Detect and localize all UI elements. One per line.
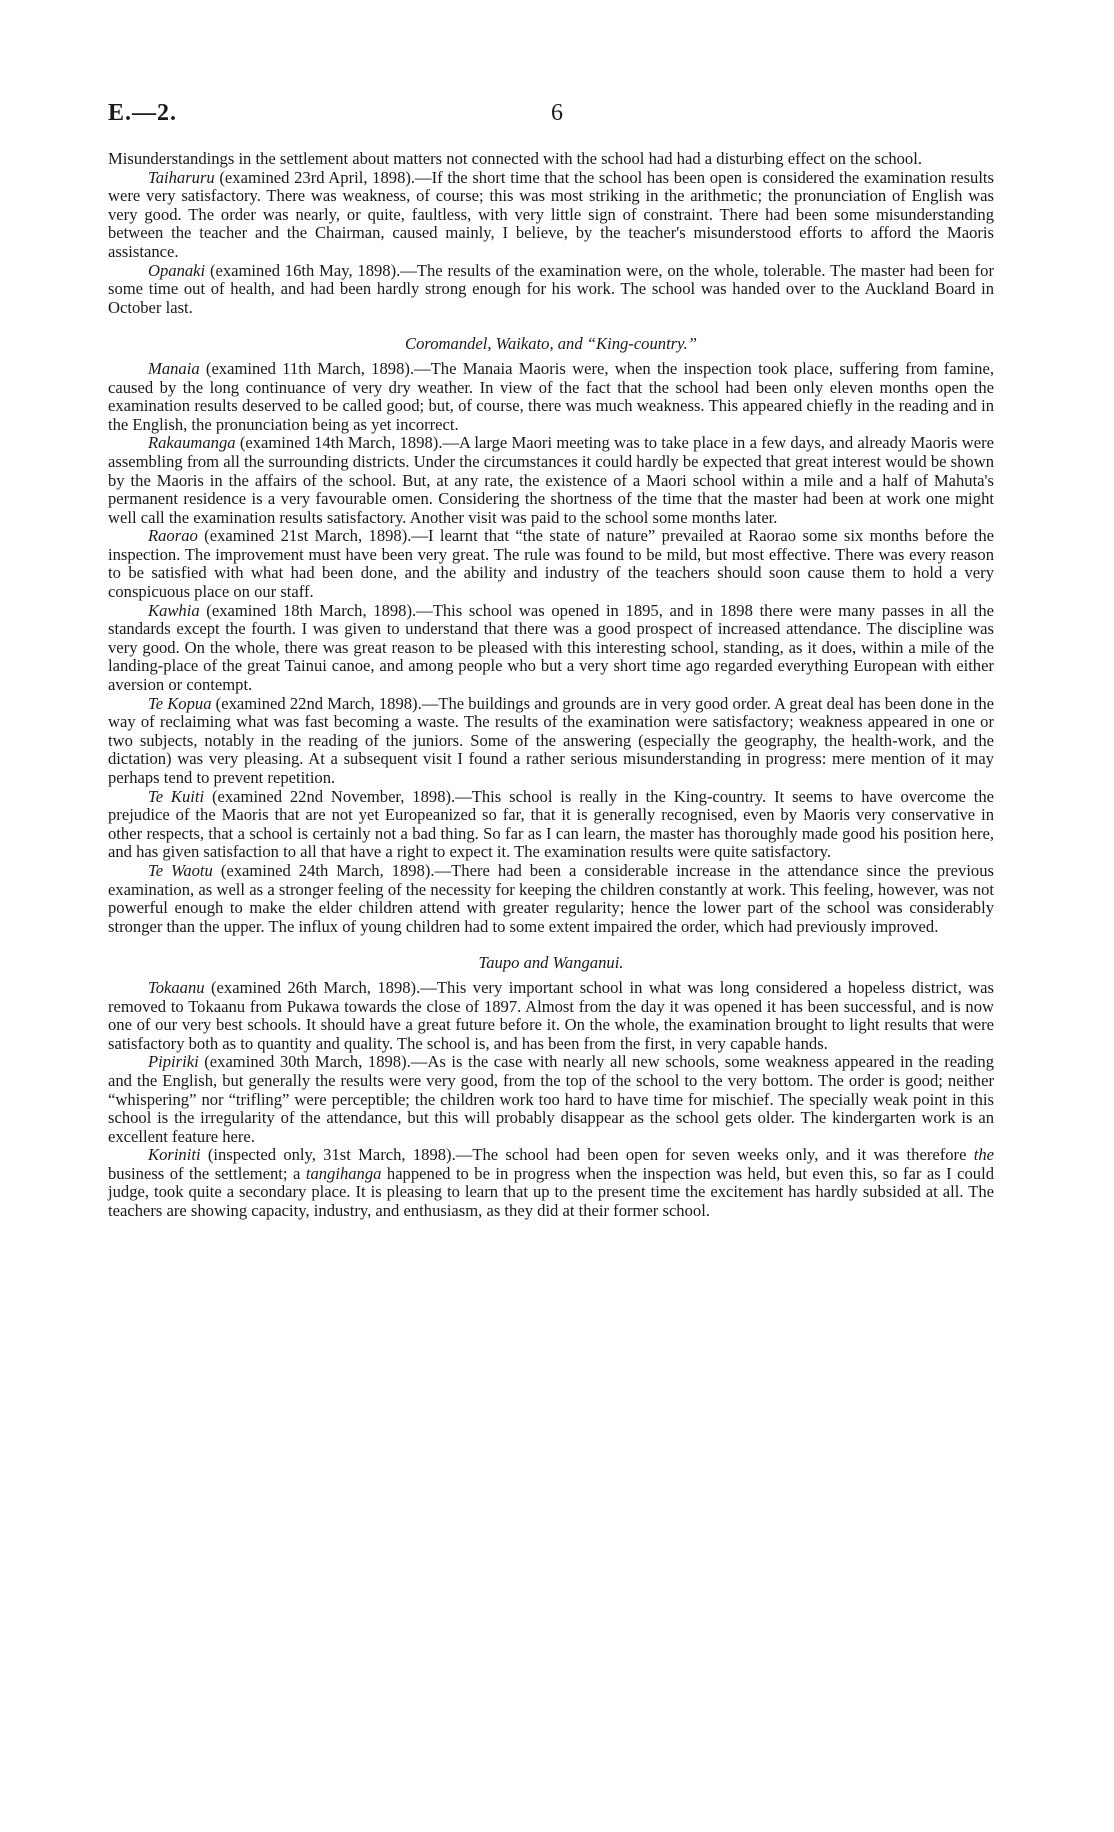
report-reference: E.—2.: [108, 100, 178, 126]
entry-text: (examined 21st March, 1898).—I learnt that “the state of nature” prevailed at Raorao some six months before the inspection. The improvement must have been very great. The rule was found to be mild, but most effective. There was every reason to be satisfied with what had been done, and the ability and industry of the teachers should soon cause them to hold a very conspicuous place on our staff.: [108, 526, 994, 602]
entry-paragraph: [108, 360, 994, 434]
entry-text: (examined 30th March, 1898).—As is the case with nearly all new schools, some weakness appeared in the reading and the English, but generally the results were very good, from the top of the school to the very bottom. The order is good; neither “whispering” nor “trifling” were perceptible; the children work too hard to have time for mischief. The specially weak point in this school is the irregularity of the attendance, but this will probably disappear as the school gets older. The kindergarten work is an excellent feature here.: [108, 1052, 994, 1146]
school-name: Rakaumanga: [148, 433, 236, 453]
school-name: Pipiriki: [148, 1052, 199, 1072]
entry-paragraph: [108, 169, 994, 262]
section-north: [108, 169, 994, 318]
report-body: [108, 150, 994, 1221]
entry-paragraph: [108, 1146, 994, 1220]
school-name: Taiharuru: [148, 167, 215, 187]
school-name: Manaia: [148, 358, 200, 378]
entry-text: (examined 24th March, 1898).—There had been a considerable increase in the attendance since the previous examination, as well as a stronger feeling of the necessity for keeping the children constantly at work. This feeling, however, was not powerful enough to make the elder children attend with greater regularity; hence the lower part of the school was considerably stronger than the upper. The influx of young children had to some extent impaired the order, which had previously improved.: [108, 860, 994, 936]
school-name: Kawhia: [148, 600, 200, 620]
entry-text: (examined 18th March, 1898).—This school was opened in 1895, and in 1898 there were many passes in all the standards except the fourth. I was given to understand that there was a good prospect of increased attendance. The discipline was very good. On the whole, there was great reason to be pleased with this interesting school, standing, as it does, within a mile of the landing-place of the great Tainui canoe, and among people who but a very short time ago regarded everything European with either aversion or contempt.: [108, 600, 994, 695]
entry-paragraph: [108, 862, 994, 936]
entry-text: (inspected only, 31st March, 1898).—The school had been open for seven weeks only, and it was therefore: [200, 1145, 974, 1165]
entry-text: (examined 14th March, 1898).—A large Maori meeting was to take place in a few days, and already Maoris were assembling from all the surrounding districts. Under the circumstances it could hardly be expected that great interest would be shown by the Maoris in the affairs of the school. But, at any rate, the existence of a Maori school within a mile and a half of Mahuta's permanent residence is a very favourable omen. Considering the shortness of the time that the master had been at work one might well call the examination results satisfactory. Another visit was paid to the school some months later.: [108, 433, 994, 527]
emphasis: the: [973, 1145, 994, 1165]
entry-paragraph: [108, 262, 994, 318]
school-name: Te Kopua: [148, 693, 212, 713]
entry-text: (examined 26th March, 1898).—This very important school in what was long considered a hopeless district, was removed to Tokaanu from Pukawa towards the close of 1897. Almost from the day it was opened it has been successful, and is now one of our very best schools. It should have a great future before it. On the whole, the examination brought to light results that were satisfactory both as to quantity and quality. The school is, and has been from the first, in very capable hands.: [108, 977, 994, 1053]
maori-term: tangihanga: [305, 1163, 382, 1183]
entry-paragraph: [108, 527, 994, 601]
entry-text: (examined 16th May, 1898).—The results of the examination were, on the whole, tolerable. The master had been for some time out of health, and had been hardly strong enough for his work. The school was handed over to the Auckland Board in October last.: [108, 260, 994, 317]
entry-paragraph: [108, 695, 994, 788]
school-name: Tokaanu: [148, 977, 205, 997]
entry-text: (examined 22nd March, 1898).—The buildings and grounds are in very good order. A great deal has been done in the way of reclaiming what was fast becoming a waste. The results of the examination were satisfactory; weakness appeared in one or two subjects, notably in the reading of the juniors. Some of the answering (especially the geography, the health-work, and the dictation) was very pleasing. At a subsequent visit I found a rather serious misunderstanding in progress: mere mention of it may perhaps tend to prevent repetition.: [108, 693, 994, 787]
school-name: Raorao: [148, 526, 198, 546]
entry-text: business of the settlement; a: [108, 1163, 306, 1183]
section-heading: Coromandel, Waikato, and “King-country.”: [405, 334, 697, 354]
section-taupo: [108, 979, 994, 1221]
entry-text: (examined 23rd April, 1898).—If the short time that the school has been open is considered the examination results were very satisfactory. There was weakness, of course; this was most striking in the arithmetic; the pronunciation of English was very good. The order was nearly, or quite, faultless, with very little sign of constraint. There had been some misunderstanding between the teacher and the Chairman, caused mainly, I believe, by the teacher's misunderstood efforts to afford the Maoris assistance.: [108, 167, 994, 261]
school-name: Te Kuiti: [148, 786, 205, 806]
entry-paragraph: [108, 788, 994, 862]
section-coromandel: [108, 360, 994, 936]
intro-paragraph: Misunderstandings in the settlement about matters not connected with the school had had a disturbing effect on the school.: [108, 149, 922, 168]
entry-paragraph: [108, 1053, 994, 1146]
page-number: 6: [551, 100, 563, 126]
school-name: Koriniti: [148, 1145, 201, 1165]
entry-text: (examined 11th March, 1898).—The Manaia Maoris were, when the inspection took place, suffering from famine, caused by the long continuance of very dry weather. In view of the fact that the school had been only eleven months open the examination results deserved to be called good; but, of course, there was much weakness. This appeared chiefly in the reading and in the English, the pronunciation being as yet incorrect.: [108, 358, 994, 434]
entry-paragraph: [108, 602, 994, 695]
entry-paragraph: [108, 979, 994, 1053]
school-name: Te Waotu: [148, 860, 213, 880]
section-heading: Taupo and Wanganui.: [478, 953, 624, 973]
entry-paragraph: [108, 434, 994, 527]
entry-text: happened to be in progress when the inspection was held, but even this, so far as I could judge, took quite a secondary place. It is pleasing to learn that up to the present time the excitement has hardly subsided at all. The teachers are showing capacity, industry, and enthusiasm, as they did at their former school.: [108, 1163, 995, 1221]
page-header: [108, 100, 1006, 134]
entry-text: (examined 22nd November, 1898).—This school is really in the King-country. It seems to have overcome the prejudice of the Maoris that are not yet Europeanized so far, that it is generally recognised, even by Maoris very conservative in other respects, that a school is certainly not a bad thing. So far as I can learn, the master has thoroughly made good his position here, and has given satisfaction to all that have a right to expect it. The examination results were quite satisfactory.: [108, 786, 994, 862]
school-name: Opanaki: [148, 260, 206, 280]
